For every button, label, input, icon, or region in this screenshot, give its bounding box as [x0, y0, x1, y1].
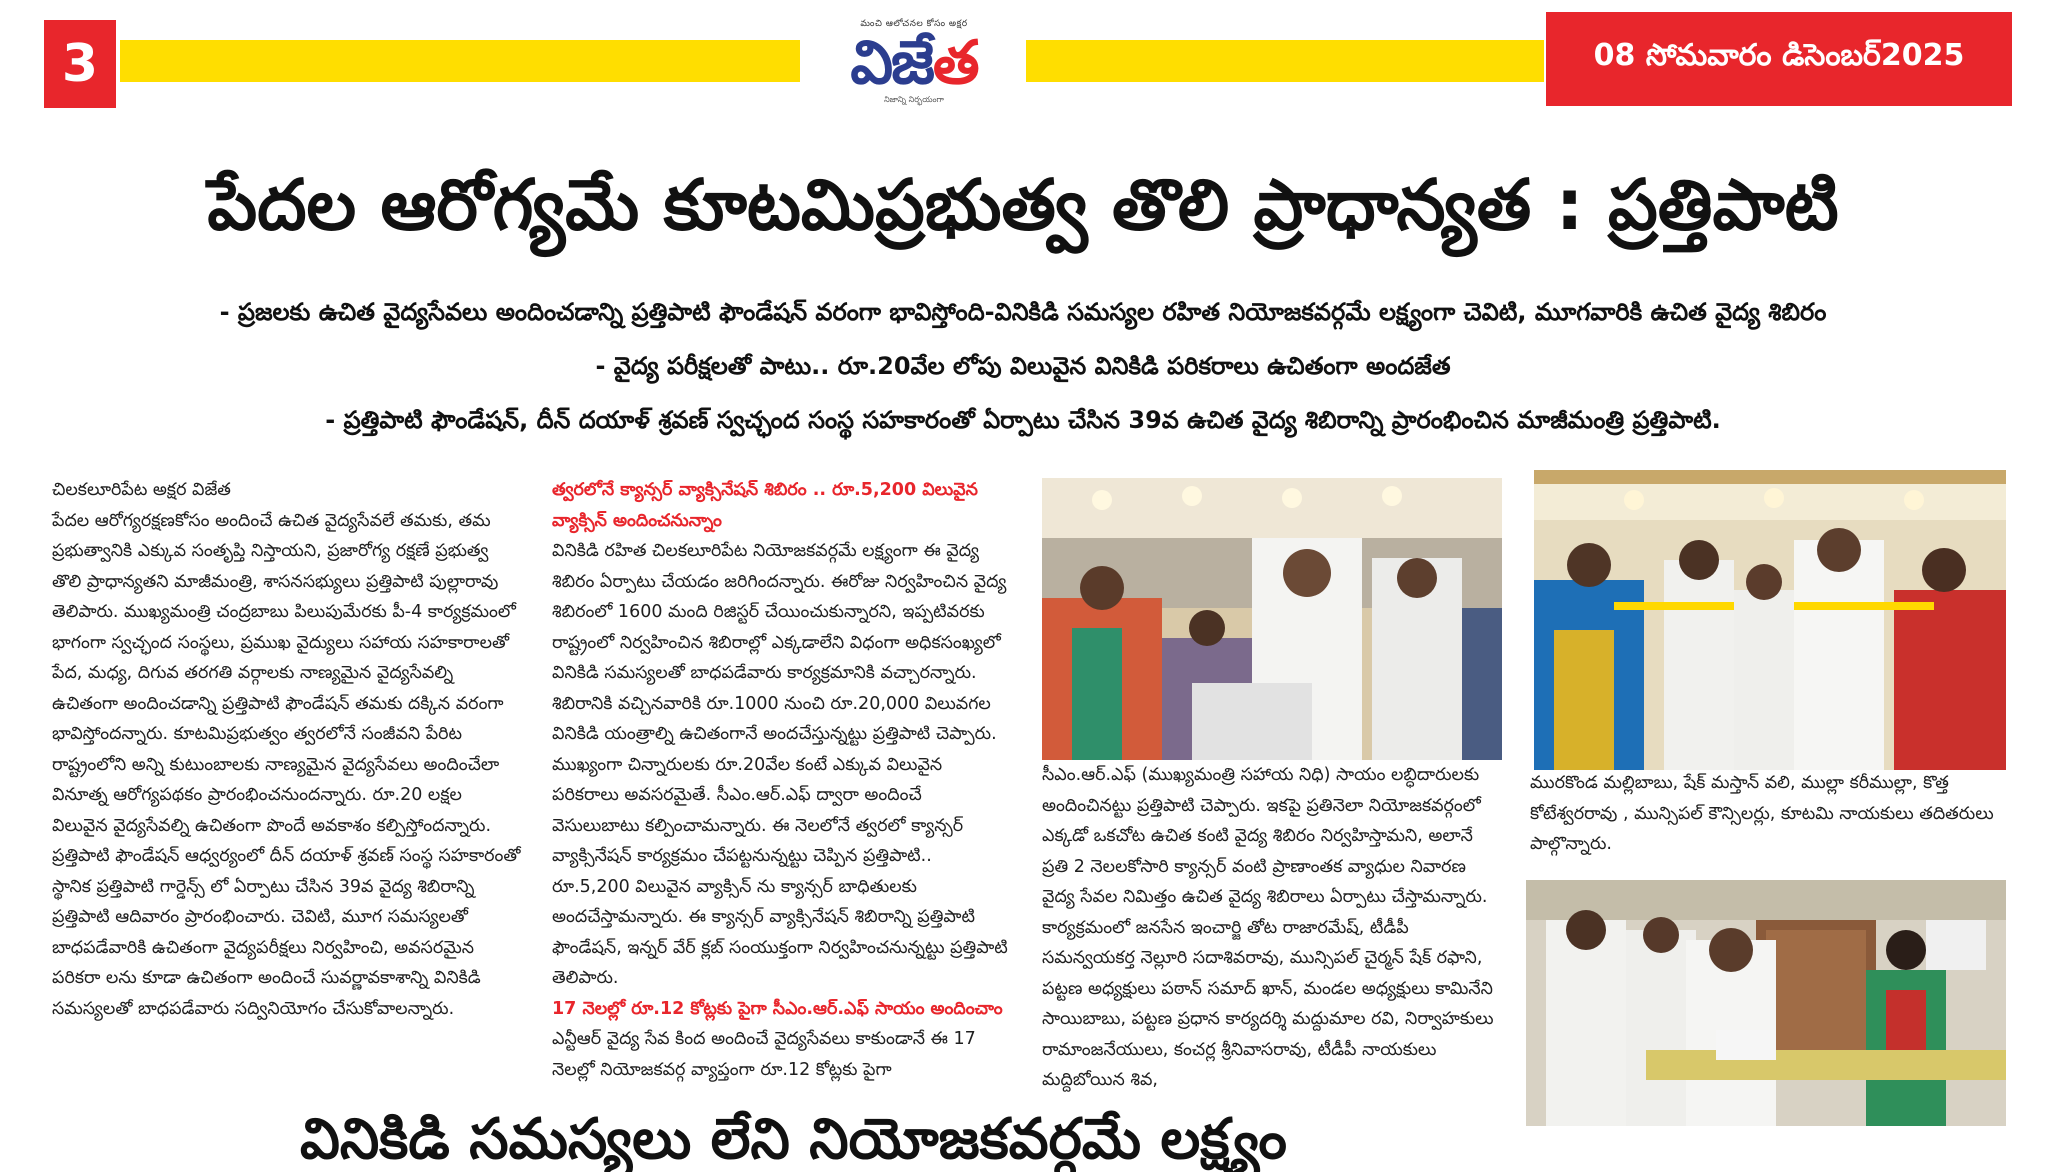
newspaper-logo: [806, 8, 1022, 116]
article-subheads: [40, 292, 2006, 454]
col1-paragraph-1: పేదల ఆరోగ్యరక్షణకోసం అందించే ఉచిత వైద్యసేవలే తమకు, తమ ప్రభుత్వానికి ఎక్కువ సంతృప్తి నిస్తాయని, ప్రజారోగ్య రక్షణే ప్రభుత్వ తొలి ప్రాధాన్యతని మాజీమంత్రి, శాసనసభ్యులు ప్రత్తిపాటి పుల్లారావు తెలిపారు. ముఖ్యమంత్రి చంద్రబాబు పిలుపుమేరకు పీ-4 కార్యక్రమంలో భాగంగా స్వచ్ఛంద సంస్థలు, ప్రముఖ వైద్యులు సహాయ సహకారాలతో పేద, మధ్య, దిగువ తరగతి వర్గాలకు నాణ్యమైన వైద్యసేవల్ని ఉచితంగా అందించడాన్ని ప్రత్తిపాటి ఫౌండేషన్ తమకు దక్కిన వరంగా భావిస్తోందన్నారు. కూటమిప్రభుత్వం త్వరలోనే సంజీవని పేరిట రాష్ట్రంలోని అన్ని కుటుంబాలకు నాణ్యమైన వైద్యసేవలు అందించేలా వినూత్న ఆరోగ్యపథకం ప్రారంభించనుందన్నారు. రూ.20 లక్షల విలువైన వైద్యసేవల్ని ఉచితంగా పొందే అవకాశం కల్పిస్తోందన్నారు.: [52, 510, 516, 836]
subhead-2: - వైద్య పరీక్షలతో పాటు.. రూ.20వేల లోపు విలువైన వినికిడి పరికరాలు ఉచితంగా అందజేత: [595, 352, 1451, 380]
issue-date: 08 సోమవారం డిసెంబర్2025: [1546, 12, 2012, 106]
col4-paragraph-1: మురకొండ మల్లిబాబు, షేక్ మస్తాన్ వలి, ముల్లా కరీముల్లా, కొత్త కోటేశ్వరరావు , మున్సిపల్ కౌన్సిలర్లు, కూటమి నాయకులు తదితరులు పాల్గొన్నారు.: [1530, 773, 1994, 854]
masthead-bar-right: [1026, 40, 1544, 82]
photo-ribbon-cutting-image: [1534, 470, 2006, 770]
col2-paragraph-1: వినికిడి రహిత చిలకలూరిపేట నియోజకవర్గమే లక్ష్యంగా ఈ వైద్య శిబిరం ఏర్పాటు చేయడం జరిగిందన్నారు. ఈరోజు నిర్వహించిన వైద్య శిబిరంలో 1600 మంది రిజిస్టర్ చేయించుకున్నారని, ఇప్పటివరకు రాష్ట్రంలో నిర్వహించిన శిబిరాల్లో ఎక్కడాలేని విధంగా అధికసంఖ్యలో వినికిడి సమస్యలతో బాధపడేవారు కార్యక్రమానికి వచ్చారన్నారు. శిబిరానికి వచ్చినవారికి రూ.1000 నుంచి రూ.20,000 విలువగల వినికిడి యంత్రాల్ని ఉచితంగానే అందచేస్తున్నట్టు ప్రత్తిపాటి చెప్పారు. ముఖ్యంగా చిన్నారులకు రూ.20వేల కంటే ఎక్కువ విలువైన పరికరాలు అవసరమైతే. సీఎం.ఆర్.ఎఫ్ ద్వారా అందించే వెసులుబాటు కల్పించామన్నారు. ఈ నెలలోనే త్వరలో క్యాన్సర్ వ్యాక్సినేషన్ కార్యక్రమం చేపట్టనున్నట్టు చెప్పిన ప్రత్తిపాటి.. రూ.5,200 విలువైన వ్యాక్సిన్ ను క్యాన్సర్ బాధితులకు అందచేస్తామన్నారు. ఈ క్యాన్సర్ వ్యాక్సినేషన్ శిబిరాన్ని ప్రత్తిపాటి ఫౌండేషన్, ఇన్నర్ వేర్ క్లబ్ సంయుక్తంగా నిర్వహించనున్నట్టు ప్రత్తిపాటి తెలిపారు.: [552, 541, 1008, 988]
col3-paragraph-1: సీఎం.ఆర్.ఎఫ్ (ముఖ్యమంత్రి సహాయ నిధి) సాయం లబ్ధిదారులకు అందించినట్టు ప్రత్తిపాటి చెప్పారు. ఇకపై ప్రతినెలా నియోజకవర్గంలో ఎక్కడో ఒకచోట ఉచిత కంటి వైద్య శిబిరం నిర్వహిస్తామని, అలానే ప్రతి 2 నెలలకోసారి క్యాన్సర్ వంటి ప్రాణాంతక వ్యాధుల నివారణ వైద్య సేవల నిమిత్తం ఉచిత వైద్య శిబిరాలు ఏర్పాటు చేస్తామన్నారు.: [1042, 765, 1488, 907]
article-column-4: [1530, 768, 2010, 860]
bottom-headline-text: వినికిడి సమస్యలు లేని నియోజకవర్గమే లక్ష్యం: [300, 1107, 1287, 1172]
photo-hearing-test-desk: [1526, 880, 2006, 1126]
article-column-2: [552, 475, 1012, 1085]
subhead-1: - ప్రజలకు ఉచిత వైద్యసేవలు అందించడాన్ని ప్రత్తిపాటి ఫౌండేషన్ వరంగా భావిస్తోంది-వినికిడి సమస్యల రహిత నియోజకవర్గమే లక్ష్యంగా చెవిటి, మూగవారికి ఉచిత వైద్య శిబిరం: [219, 298, 1827, 326]
photo-medical-camp-hall-image: [1042, 478, 1502, 760]
article-headline: పేదల ఆరోగ్యమే కూటమిప్రభుత్వ తొలి ప్రాధాన్యత : ప్రత్తిపాటి: [207, 164, 1839, 246]
subhead-3: - ప్రత్తిపాటి ఫౌండేషన్, దీన్ దయాళ్ శ్రవణ్ స్వచ్ఛంద సంస్థ సహకారంతో ఏర్పాటు చేసిన 39వ ఉచిత వైద్య శిబిరాన్ని ప్రారంభించిన మాజీమంత్రి ప్రత్తిపాటి.: [325, 406, 1721, 434]
logo-wordmark-accent: త: [932, 27, 978, 98]
logo-subline: నిజాన్ని నిర్భయంగా: [884, 94, 944, 104]
col2-paragraph-2: ఎన్టీఆర్ వైద్య సేవ కింద అందించే వైద్యసేవలు కాకుండానే ఈ 17 నెలల్లో నియోజకవర్గ వ్యాప్తంగా రూ.12 కోట్లకు పైగా: [552, 1029, 976, 1080]
col2-subhead-cmrf: 17 నెలల్లో రూ.12 కోట్లకు పైగా సీఎం.ఆర్.ఎఫ్ సాయం అందించాం: [552, 998, 1003, 1019]
masthead: [0, 0, 2046, 120]
page-number: 3: [44, 20, 116, 108]
article-column-1: [52, 475, 522, 1024]
col2-subhead-vaccination: త్వరలోనే క్యాన్సర్ వ్యాక్సినేషన్ శిబిరం .. రూ.5,200 విలువైన వ్యాక్సిన్ అందించనున్నాం: [552, 480, 978, 531]
photo-ribbon-cutting: [1534, 470, 2006, 770]
col3-paragraph-2: కార్యక్రమంలో జనసేన ఇంచార్జి తోట రాజారమేష్, టీడీపీ సమన్వయకర్త నెల్లూరి సదాశివరావు, మున్సిపల్ చైర్మన్ షేక్ రఫాని, పట్టణ అధ్యక్షులు పఠాన్ సమాద్ ఖాన్, మండల అధ్యక్షులు కామినేని సాయిబాబు, పట్టణ ప్రధాన కార్యదర్శి మద్దుమాల రవి, నిర్వాహకులు రామాంజనేయులు, కంచర్ల శ్రీనివాసరావు, టీడీపీ నాయకులు మద్దిబోయిన శివ,: [1042, 917, 1494, 1090]
col1-paragraph-2: ప్రత్తిపాటి ఫౌండేషన్ ఆధ్వర్యంలో దీన్ దయాళ్ శ్రవణ్ సంస్థ సహకారంతో స్థానిక ప్రత్తిపాటి గార్డెన్స్ లో ఏర్పాటు చేసిన 39వ వైద్య శిబిరాన్ని ప్రత్తిపాటి ఆదివారం ప్రారంభించారు. చెవిటి, మూగ సమస్యలతో బాధపడేవారికి ఉచితంగా వైద్యపరీక్షలు నిర్వహించి, అవసరమైన పరికరా లను కూడా ఉచితంగా అందించే సువర్ణావకాశాన్ని వినికిడి సమస్యలతో బాధపడేవారు సద్వినియోగం చేసుకోవాలన్నారు.: [52, 846, 521, 1019]
logo-wordmark-main: విజే: [850, 27, 933, 98]
photo-medical-camp-hall: [1042, 478, 1502, 760]
bottom-headline-fragment: [300, 1107, 1500, 1172]
logo-wordmark: [850, 27, 978, 98]
masthead-bar-left: [120, 40, 800, 82]
logo-tagline: మంచి ఆలోచనల కోసం అక్షర: [860, 18, 968, 29]
dateline: చిలకలూరిపేట అక్షర విజేత: [52, 480, 231, 500]
photo-hearing-test-desk-image: [1526, 880, 2006, 1126]
article-column-3: [1042, 760, 1502, 1096]
